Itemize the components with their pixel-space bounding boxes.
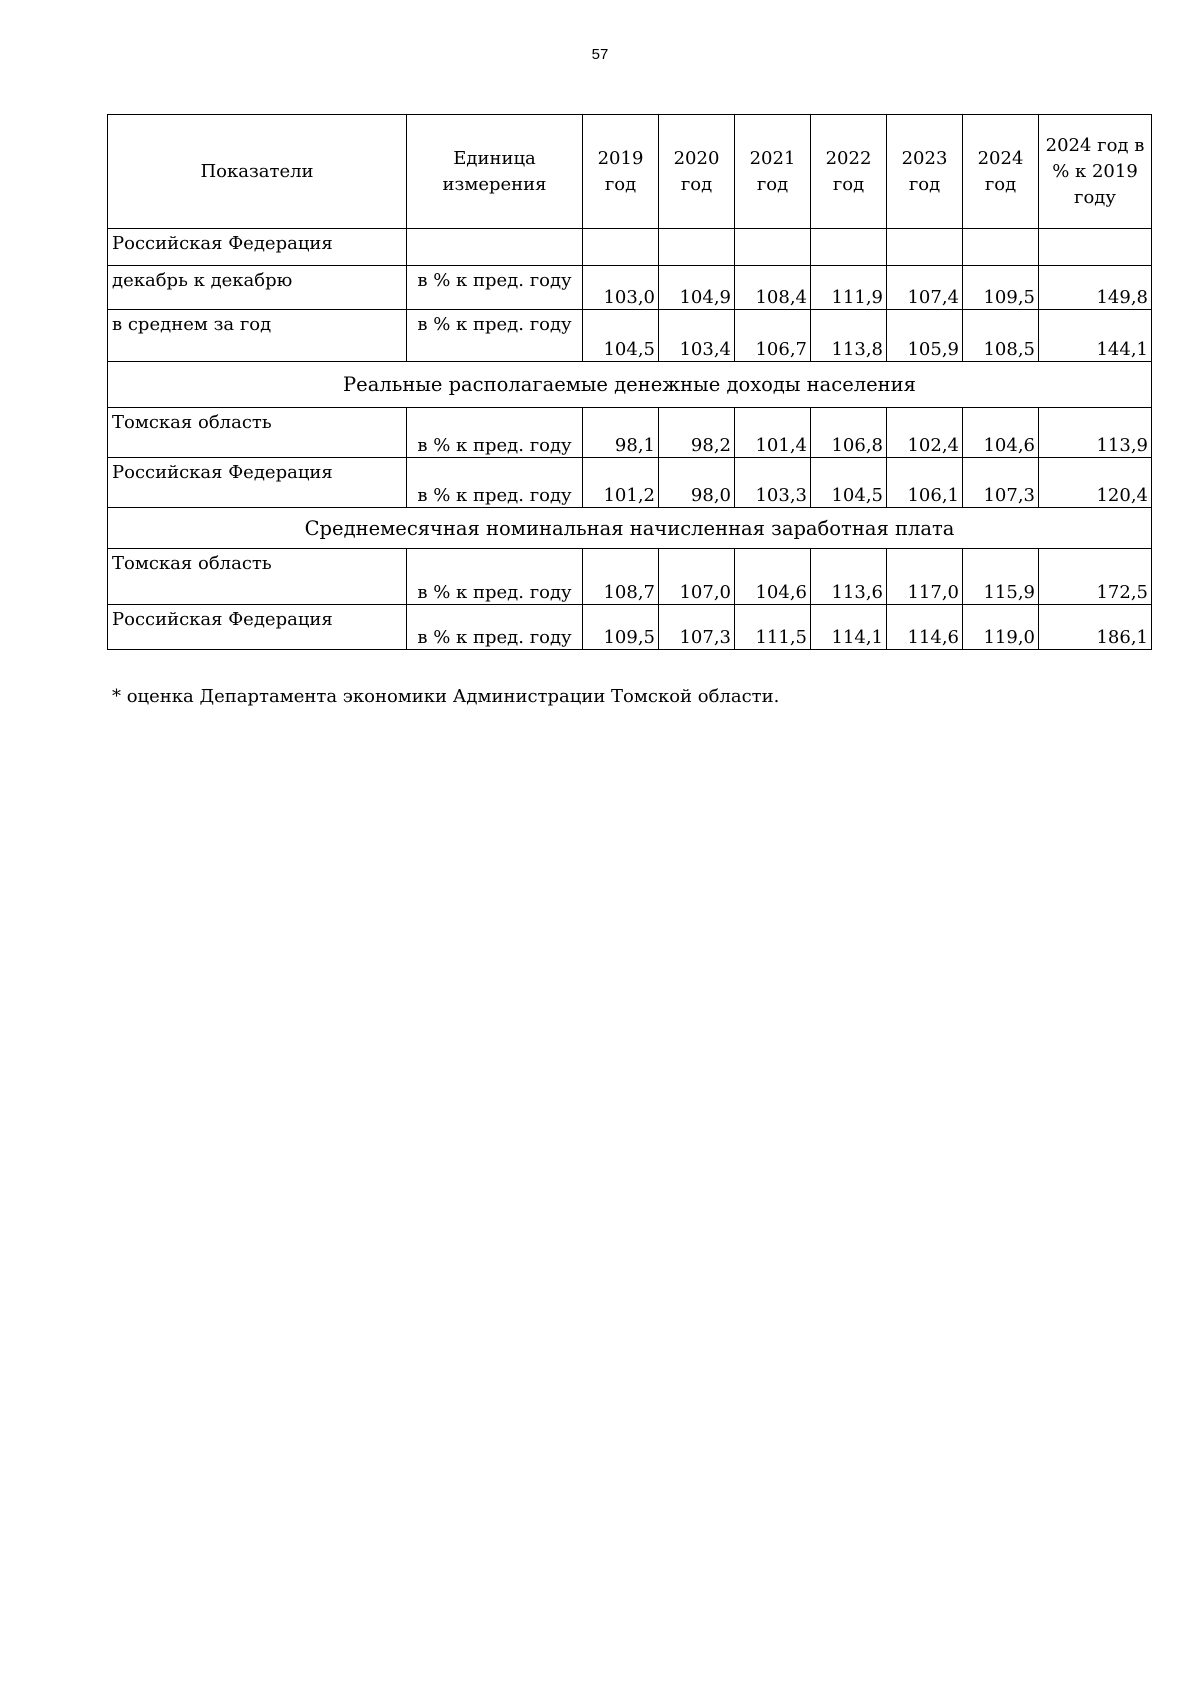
value-cell: 111,5 [735,605,811,650]
header-indicator: Показатели [108,115,407,229]
value-cell: 98,0 [659,458,735,508]
value-cell: 106,1 [887,458,963,508]
value-cell: 115,9 [963,549,1039,605]
header-unit: Единица измерения [407,115,583,229]
value-cell: 113,9 [1039,408,1152,458]
value-cell: 103,3 [735,458,811,508]
table-row [108,549,1152,605]
value-cell [735,229,811,266]
value-cell [659,229,735,266]
value-cell: 105,9 [887,310,963,362]
value-cell: 114,6 [887,605,963,650]
value-cell: 108,4 [735,266,811,310]
value-cell: 107,3 [659,605,735,650]
row-unit: в % к пред. году [407,266,583,310]
value-cell: 106,8 [811,408,887,458]
value-cell: 108,5 [963,310,1039,362]
value-cell [963,229,1039,266]
header-2023: 2023 год [887,115,963,229]
table-header-row [108,115,1152,229]
value-cell: 101,2 [583,458,659,508]
header-2021: 2021 год [735,115,811,229]
row-label: в среднем за год [108,310,407,362]
indicators-table [107,114,1152,650]
value-cell: 103,0 [583,266,659,310]
value-cell: 107,3 [963,458,1039,508]
value-cell: 98,1 [583,408,659,458]
footnote: * оценка Департамента экономики Администрации Томской области. [112,686,780,707]
table-row [108,458,1152,508]
table-row [108,310,1152,362]
value-cell: 149,8 [1039,266,1152,310]
value-cell: 113,6 [811,549,887,605]
header-2022: 2022 год [811,115,887,229]
value-cell: 101,4 [735,408,811,458]
value-cell: 113,8 [811,310,887,362]
section-title: Реальные располагаемые денежные доходы населения [108,362,1152,408]
row-label: Томская область [108,408,407,458]
page-number: 57 [591,46,609,63]
row-unit [407,229,583,266]
value-cell: 107,4 [887,266,963,310]
header-2024-vs-2019: 2024 год в % к 2019 году [1039,115,1152,229]
section-header-row [108,508,1152,549]
value-cell: 104,6 [735,549,811,605]
row-unit: в % к пред. году [407,605,583,650]
header-2024: 2024 год [963,115,1039,229]
value-cell: 102,4 [887,408,963,458]
header-2020: 2020 год [659,115,735,229]
value-cell: 104,9 [659,266,735,310]
value-cell [1039,229,1152,266]
table-row [108,266,1152,310]
row-unit: в % к пред. году [407,310,583,362]
row-label: Российская Федерация [108,605,407,650]
value-cell: 108,7 [583,549,659,605]
section-header-row [108,362,1152,408]
value-cell: 104,5 [583,310,659,362]
table-row [108,605,1152,650]
section-title: Среднемесячная номинальная начисленная заработная плата [108,508,1152,549]
value-cell: 109,5 [583,605,659,650]
value-cell: 109,5 [963,266,1039,310]
row-unit: в % к пред. году [407,408,583,458]
value-cell: 104,6 [963,408,1039,458]
value-cell: 106,7 [735,310,811,362]
row-unit: в % к пред. году [407,458,583,508]
value-cell [811,229,887,266]
row-label: Томская область [108,549,407,605]
value-cell: 111,9 [811,266,887,310]
row-label: Российская Федерация [108,229,407,266]
value-cell: 120,4 [1039,458,1152,508]
value-cell: 103,4 [659,310,735,362]
value-cell: 107,0 [659,549,735,605]
row-label: Российская Федерация [108,458,407,508]
value-cell: 98,2 [659,408,735,458]
table-row [108,408,1152,458]
value-cell: 104,5 [811,458,887,508]
value-cell: 186,1 [1039,605,1152,650]
row-unit: в % к пред. году [407,549,583,605]
value-cell [887,229,963,266]
table-row [108,229,1152,266]
value-cell [583,229,659,266]
value-cell: 172,5 [1039,549,1152,605]
value-cell: 114,1 [811,605,887,650]
row-label: декабрь к декабрю [108,266,407,310]
value-cell: 144,1 [1039,310,1152,362]
header-2019: 2019 год [583,115,659,229]
value-cell: 119,0 [963,605,1039,650]
value-cell: 117,0 [887,549,963,605]
